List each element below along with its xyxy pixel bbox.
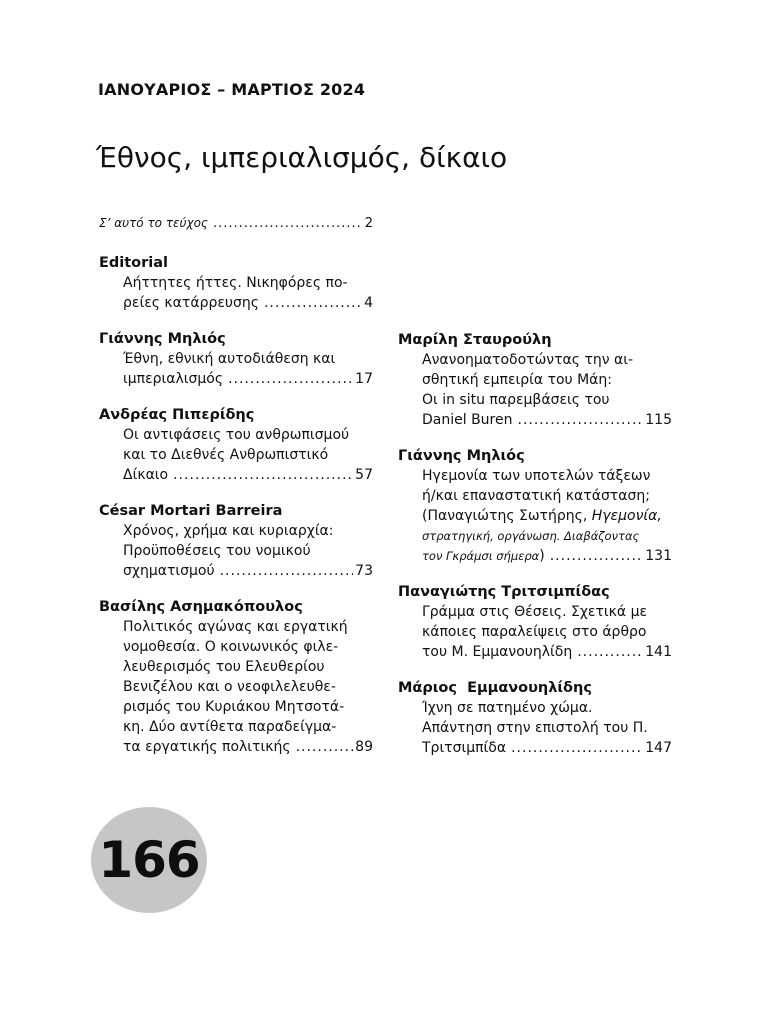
toc-intro[interactable] bbox=[99, 213, 373, 233]
entry-title-line: κη. Δύο αντίθετα παραδείγμα- bbox=[123, 719, 337, 735]
entry-title-line: Απάντηση στην επιστολή του Π. bbox=[422, 720, 648, 736]
toc-entry[interactable] bbox=[99, 329, 373, 389]
leader-dots bbox=[577, 642, 643, 662]
entry-title-line: σθητική εμπειρία του Μάη: bbox=[422, 372, 613, 388]
issue-title: Έθνος, ιμπεριαλισμός, δίκαιο bbox=[96, 141, 508, 174]
note-book-title: τον Γκράμσι σήμερα bbox=[422, 549, 540, 563]
toc-entry[interactable] bbox=[99, 253, 373, 313]
leader-dots bbox=[511, 738, 643, 758]
entry-title-line: σχηματισμού bbox=[123, 563, 215, 579]
entry-author: Μαρίλη Σταυρούλη bbox=[398, 332, 552, 348]
page-number: 115 bbox=[645, 412, 672, 428]
entry-title-line: Έθνη, εθνική αυτοδιάθεση και bbox=[123, 351, 336, 367]
note-text: (Παναγιώτης Σωτήρης, bbox=[422, 508, 592, 524]
issue-number-badge bbox=[91, 807, 207, 913]
entry-title-line: Ίχνη σε πατημένο χώμα. bbox=[422, 700, 593, 716]
issue-number: 166 bbox=[98, 831, 200, 889]
page-number: 17 bbox=[355, 371, 373, 387]
toc-entry[interactable] bbox=[398, 446, 672, 566]
entry-author: Editorial bbox=[99, 255, 169, 271]
entry-title-line: Προϋποθέσεις του νομικού bbox=[123, 543, 311, 559]
entry-title-line: κάποιες παραλείψεις στο άρθρο bbox=[422, 624, 647, 640]
toc-right-column bbox=[398, 330, 672, 758]
entry-author: Ανδρέας Πιπερίδης bbox=[99, 407, 255, 423]
entry-title-line: Αήττητες ήττες. Νικηφόρες πο- bbox=[123, 275, 348, 291]
entry-author: Γιάννης Μηλιός bbox=[99, 331, 226, 347]
leader-dots bbox=[228, 369, 353, 389]
page-number: 2 bbox=[364, 216, 373, 231]
entry-title-line: ή/και επαναστατική κατάσταση; bbox=[422, 488, 650, 504]
entry-title-line: ρείες κατάρρευσης bbox=[123, 295, 259, 311]
entry-author: Βασίλης Ασημακόπουλος bbox=[99, 599, 303, 615]
entry-title-line: Ανανοηματοδοτώντας την αι- bbox=[422, 352, 634, 368]
leader-dots bbox=[550, 546, 644, 566]
leader-dots bbox=[173, 465, 353, 485]
leader-dots bbox=[264, 293, 362, 313]
page-number: 147 bbox=[645, 740, 672, 756]
toc-left-column bbox=[99, 213, 373, 757]
page-number: 4 bbox=[364, 295, 373, 311]
entry-title-line: ιμπεριαλισμός bbox=[123, 371, 224, 387]
toc-entry[interactable] bbox=[398, 582, 672, 662]
entry-note-line: στρατηγική, οργάνωση. Διαβάζοντας bbox=[422, 529, 640, 543]
entry-author: Μάριος Εμμανουηλίδης bbox=[398, 680, 592, 696]
note-book-title: Ηγεμονία, bbox=[591, 508, 662, 524]
page-number: 73 bbox=[355, 563, 373, 579]
leader-dots bbox=[220, 561, 354, 581]
entry-title-line: Πολιτικός αγώνας και εργατική bbox=[123, 619, 348, 635]
entry-title-line: Χρόνος, χρήμα και κυριαρχία: bbox=[123, 523, 334, 539]
toc-entry[interactable] bbox=[99, 597, 373, 757]
entry-title-line: λευθερισμός του Ελευθερίου bbox=[123, 659, 325, 675]
leader-dots bbox=[518, 410, 644, 430]
leader-dots bbox=[213, 214, 363, 234]
page-number: 89 bbox=[355, 739, 373, 755]
entry-title-line: και το Διεθνές Ανθρωπιστικό bbox=[123, 447, 329, 463]
toc-entry[interactable] bbox=[99, 405, 373, 485]
entry-title-line: Βενιζέλου και ο νεοφιλελευθε- bbox=[123, 679, 336, 695]
toc-entry[interactable] bbox=[398, 330, 672, 430]
entry-title-line: Ηγεμονία των υποτελών τάξεων bbox=[422, 468, 651, 484]
toc-entry[interactable] bbox=[398, 678, 672, 758]
issue-date: ΙΑΝΟΥΑΡΙΟΣ – ΜΑΡΤΙΟΣ 2024 bbox=[98, 80, 366, 99]
entry-title-line: Οι αντιφάσεις του ανθρωπισμού bbox=[123, 427, 350, 443]
leader-dots bbox=[296, 737, 354, 757]
entry-author: Γιάννης Μηλιός bbox=[398, 448, 525, 464]
entry-author: Παναγιώτης Τριτσιμπίδας bbox=[398, 584, 610, 600]
entry-title-line: ρισμός του Κυριάκου Μητσοτά- bbox=[123, 699, 345, 715]
page-number: 131 bbox=[645, 548, 672, 564]
toc-intro-label: Σ’ αυτό το τεύχος bbox=[99, 216, 208, 230]
entry-title-line: Οι in situ παρεμβάσεις του bbox=[422, 392, 610, 408]
entry-title-line: Daniel Buren bbox=[422, 412, 513, 428]
entry-author: César Mortari Barreira bbox=[99, 503, 283, 519]
entry-title-line: νομοθεσία. Ο κοινωνικός φιλε- bbox=[123, 639, 339, 655]
entry-title-line: Δίκαιο bbox=[123, 467, 169, 483]
entry-note-line bbox=[422, 506, 672, 526]
toc-entry[interactable] bbox=[99, 501, 373, 581]
page-number: 141 bbox=[645, 644, 672, 660]
note-text: ) bbox=[539, 548, 545, 564]
page-number: 57 bbox=[355, 467, 373, 483]
entry-title-line: τα εργατικής πολιτικής bbox=[123, 739, 291, 755]
entry-title-line: Τριτσιμπίδα bbox=[422, 740, 507, 756]
entry-title-line: του Μ. Εμμανουηλίδη bbox=[422, 644, 573, 660]
entry-title-line: Γράμμα στις Θέσεις. Σχετικά με bbox=[422, 604, 648, 620]
